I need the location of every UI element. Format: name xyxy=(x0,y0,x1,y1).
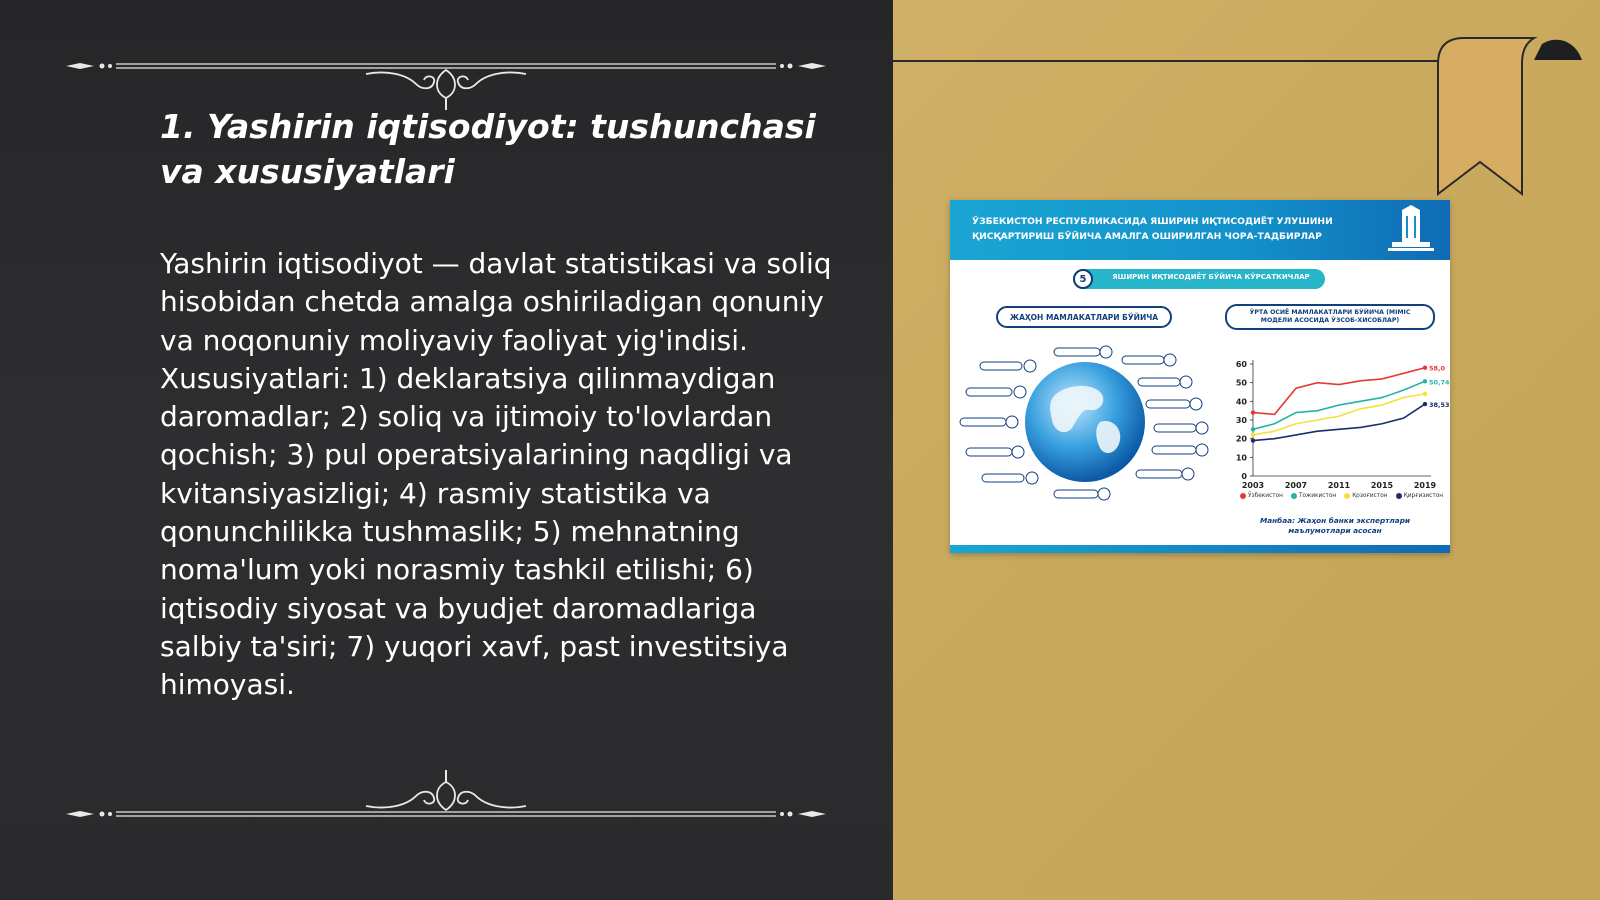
bottom-ornament-divider xyxy=(66,770,826,830)
y-tick-label: 50 xyxy=(1235,378,1247,388)
y-tick-label: 40 xyxy=(1235,397,1247,407)
series-point xyxy=(1423,402,1427,406)
chart-legend xyxy=(1240,493,1444,499)
legend-label: Қозоғистон xyxy=(1352,493,1388,499)
x-tick-label: 2007 xyxy=(1284,481,1308,490)
y-tick-label: 30 xyxy=(1235,416,1247,425)
x-tick-label: 2011 xyxy=(1327,481,1351,490)
infographic-title: ЎЗБЕКИСТОН РЕСПУБЛИКАСИДА ЯШИРИН ИҚТИСОДИЁТ УЛУШИНИ ҚИСҚАРТИРИШ БЎЙИЧА АМАЛГА ОШИРИЛГАН ЧОРА-ТАДБИРЛАР xyxy=(972,216,1333,242)
central-asia-box: ЎРТА ОСИЁ МАМЛАКАТЛАРИ БЎЙИЧА (MIMIC МОДЕЛИ АСОСИДА ЎЗСОБ-ХИСОБЛАР) xyxy=(1225,304,1435,330)
infographic-image xyxy=(950,200,1450,553)
legend-swatch xyxy=(1240,493,1246,499)
series-point xyxy=(1251,433,1255,437)
pill-label: ЯШИРИН ИҚТИСОДИЁТ БЎЙИЧА КЎРСАТКИЧЛАР xyxy=(1112,273,1310,281)
legend-item xyxy=(1396,493,1444,499)
series-line xyxy=(1253,381,1425,429)
end-value-label: 38,53 xyxy=(1429,401,1450,410)
series-point xyxy=(1251,438,1255,442)
x-tick-label: 2019 xyxy=(1413,481,1437,490)
legend-item xyxy=(1344,493,1387,499)
legend-item xyxy=(1240,493,1283,499)
legend-item xyxy=(1291,493,1336,499)
top-ornament-divider xyxy=(66,50,826,110)
series-point xyxy=(1251,410,1255,414)
infographic-source: Манбаа: Жаҳон банки экспертлари маълумотлари асосан xyxy=(1259,516,1411,535)
series-point xyxy=(1423,392,1427,396)
legend-swatch xyxy=(1291,493,1297,499)
infographic-footer-bar xyxy=(950,545,1450,553)
end-value-label: 58,0 xyxy=(1429,364,1446,373)
y-tick-label: 10 xyxy=(1235,453,1247,463)
series-point xyxy=(1423,366,1427,370)
infographic-header xyxy=(950,200,1450,260)
legend-swatch xyxy=(1396,493,1402,499)
world-countries-box: ЖАҲОН МАМЛАКАТЛАРИ БЎЙИЧА xyxy=(996,306,1172,328)
central-asia-line-chart xyxy=(1225,352,1450,507)
y-tick-label: 20 xyxy=(1235,434,1247,444)
legend-label: Тожикистон xyxy=(1298,493,1337,499)
indicators-pill xyxy=(1073,269,1325,289)
x-tick-label: 2003 xyxy=(1241,481,1265,490)
series-point xyxy=(1423,379,1427,383)
y-tick-label: 0 xyxy=(1241,472,1247,481)
slide-body-text: Yashirin iqtisodiyot — davlat statistikasi va soliq hisobidan chetda amalga oshiriladigan qonuniy va noqonuniy moliyaviy faoliyat yig'indisi. Xususiyatlari: 1) deklaratsiya qilinmaydigan daromadlar; 2) soliq va ijtimoiy to'lovlardan qochish; 3) pul operatsiyalarining naqdligi va kvitansiyasizligi; 4) rasmiy statistika va qonunchilikka tushmaslik; 5) mehnatning noma'lum yoki norasmiy tashkil etilishi; 6) iqtisodiy siyosat va byudjet daromadlariga salbiy ta'siri; 7) yuqori xavf, past investitsiya himoyasi. xyxy=(160,247,832,702)
pill-number: 5 xyxy=(1073,269,1093,289)
slide-title: 1. Yashirin iqtisodiyot: tushunchasi va xususiyatlari xyxy=(160,107,816,191)
legend-swatch xyxy=(1344,493,1350,499)
end-value-label: 50,74 xyxy=(1429,378,1450,387)
legend-label: Қирғизистон xyxy=(1403,493,1444,499)
legend-label: Ўзбекистон xyxy=(1248,493,1283,499)
series-point xyxy=(1251,427,1255,431)
globe-icon xyxy=(950,340,1220,505)
y-tick-label: 60 xyxy=(1235,360,1247,369)
x-tick-label: 2015 xyxy=(1370,481,1394,490)
bookmark-ribbon-icon xyxy=(1434,34,1584,199)
decorative-line xyxy=(893,60,1453,62)
building-emblem-icon xyxy=(1380,204,1442,256)
